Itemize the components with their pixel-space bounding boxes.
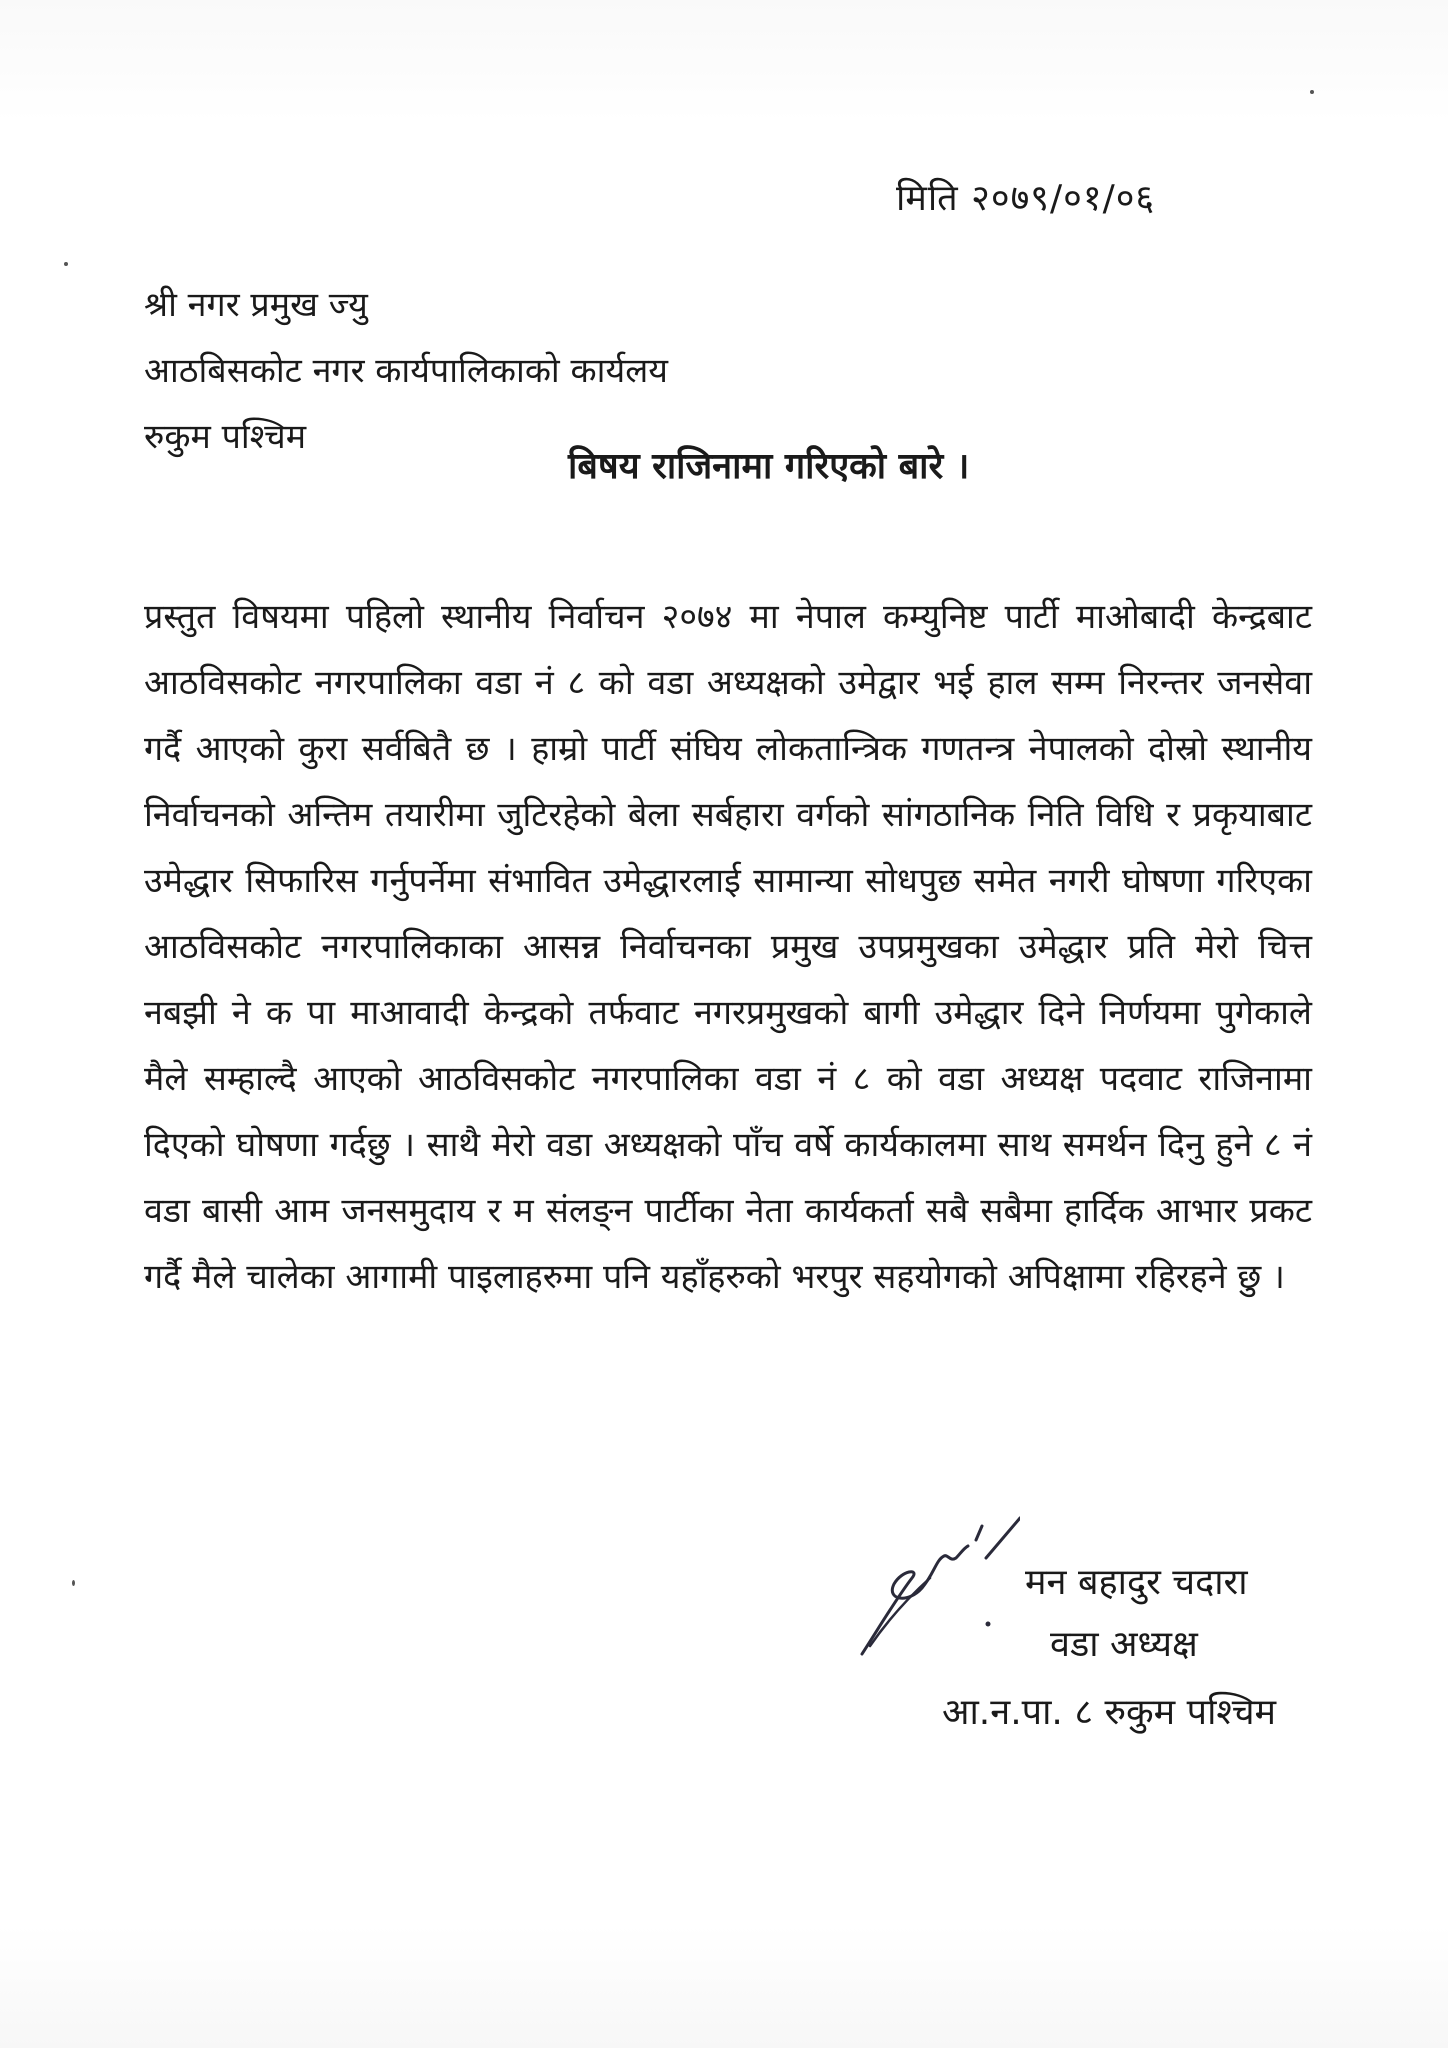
paper-speck [64, 262, 68, 266]
letter-subject: बिषय राजिनामा गरिएको बारे । [568, 446, 970, 487]
handwritten-signature [850, 1496, 1020, 1666]
letter-body: प्रस्तुत विषयमा पहिलो स्थानीय निर्वाचन २०७४ मा नेपाल कम्युनिष्ट पार्टी माओबादी केन्द्रबाट आठविसकोट नगरपालिका वडा नं ८ को वडा अध्यक्षको उमेद्वार भई हाल सम्म निरन्तर जनसेवा गर्दै आएको कुरा सर्वबितै छ । हाम्रो पार्टी संघिय लोकतान्त्रिक गणतन्त्र नेपालको दोस्रो स्थानीय निर्वाचनको अन्तिम तयारीमा जुटिरहेको बेला सर्बहारा वर्गको सांगठानिक निति विधि र प्रकृयाबाट उमेद्धार सिफारिस गर्नुपर्नेमा संभावित उमेद्धारलाई सामान्या सोधपुछ समेत नगरी घोषणा गरिएका आठविसकोट नगरपालिकाका आसन्न निर्वाचनका प्रमुख उपप्रमुखका उमेद्धार प्रति मेरो चित्त नबझी ने क पा माआवादी केन्द्रको तर्फवाट नगरप्रमुखको बागी उमेद्धार दिने निर्णयमा पुगेकाले मैले सम्हाल्दै आएको आठविसकोट नगरपालिका वडा नं ८ को वडा अध्यक्ष पदवाट राजिनामा दिएको घोषणा गर्दछु । साथै मेरो वडा अध्यक्षको पाँच वर्षे कार्यकालमा साथ समर्थन दिनु हुने ८ नं वडा बासी आम जनसमुदाय र म संलङ्न पार्टीका नेता कार्यकर्ता सबै सबैमा हार्दिक आभार प्रकट गर्दै मैले चालेका आगामी पाइलाहरुमा पनि यहाँहरुको भरपुर सहयोगको अपिक्षामा रहिरहने छु । [144, 597, 1312, 1297]
signatory-office: आ.न.पा. ८ रुकुम पश्चिम [942, 1692, 1277, 1733]
signatory-title: वडा अध्यक्ष [1050, 1624, 1198, 1665]
recipient-line-2: आठबिसकोट नगर कार्यपालिकाको कार्यलय [144, 351, 668, 391]
letter-date: मिति २०७९/०१/०६ [896, 178, 1156, 219]
signature-block [850, 1496, 1330, 1746]
recipient-line-3: रुकुम पश्चिम [144, 417, 307, 457]
recipient-line-1: श्री नगर प्रमुख ज्यु [144, 285, 368, 325]
paper-speck [72, 1580, 75, 1586]
paper-speck [1310, 90, 1314, 94]
signatory-name: मन बहादुर चदारा [1025, 1562, 1248, 1603]
